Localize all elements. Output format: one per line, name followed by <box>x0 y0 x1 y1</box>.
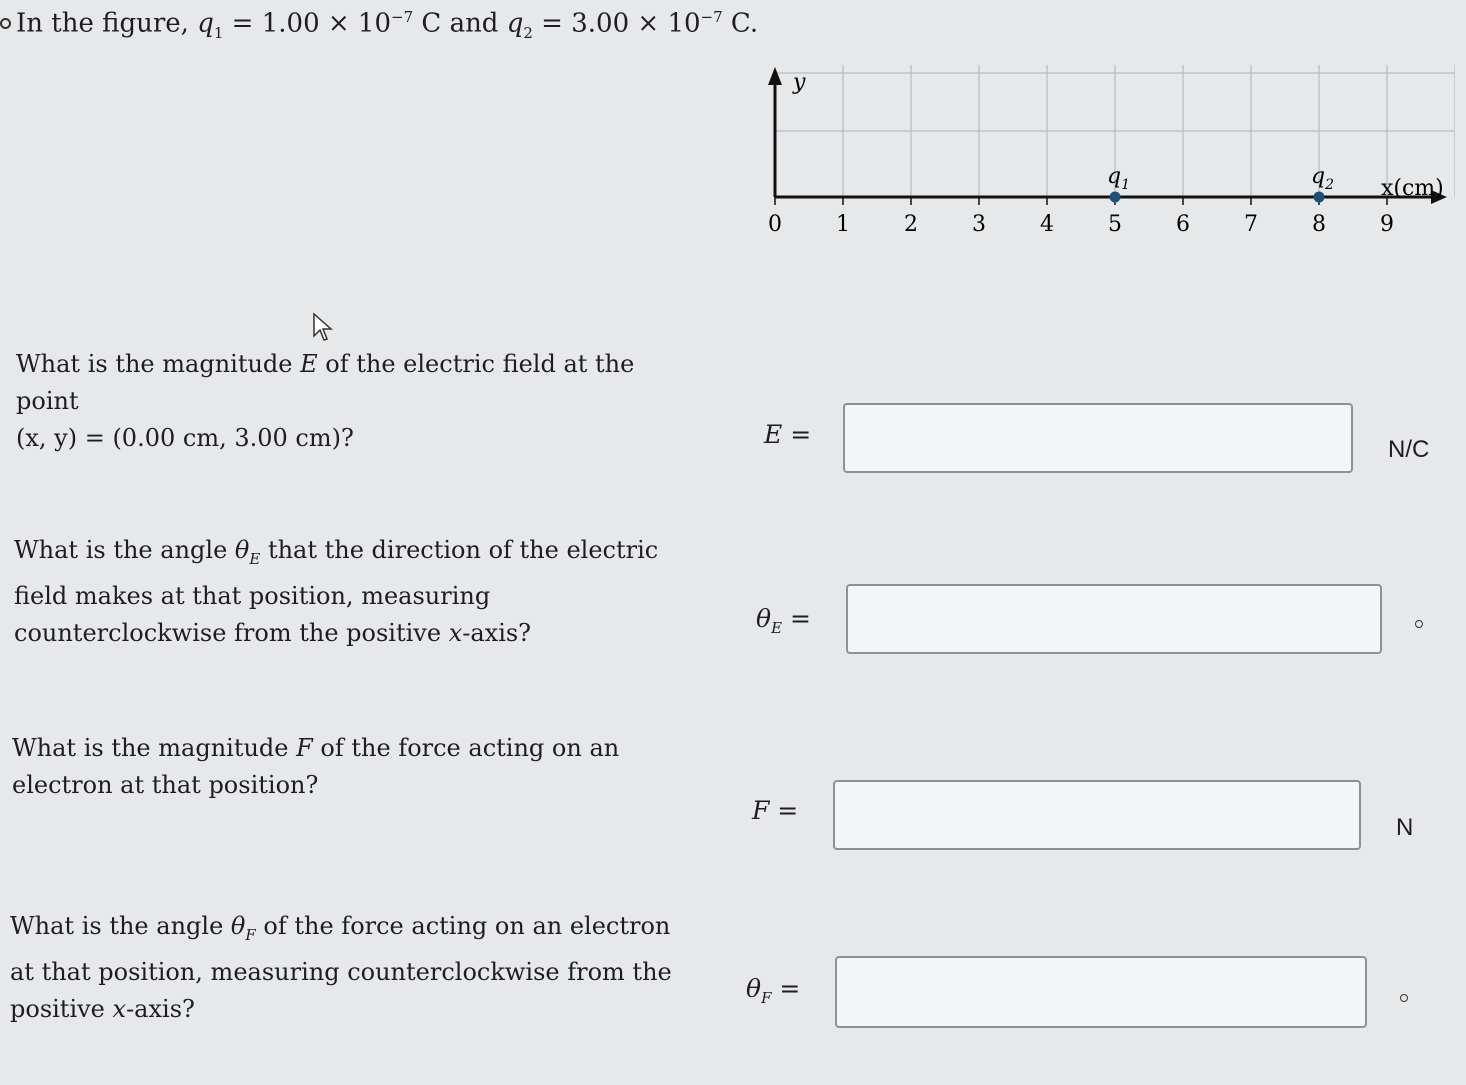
theta-e-input[interactable] <box>846 584 1382 654</box>
e-unit: N/C <box>1388 436 1430 463</box>
question-4: What is the angle $\theta_F$ of the force acting on an electron at that position, measuring counterclockwise from the positive x-axis? <box>10 912 672 1023</box>
charge-dot <box>1314 192 1325 203</box>
theta-f-unit <box>1400 994 1408 1002</box>
f-unit: N <box>1396 814 1414 841</box>
tick-label: 2 <box>904 212 918 237</box>
y-axis-arrow-icon <box>768 67 782 85</box>
charge-label: $q_1$ <box>1107 164 1131 193</box>
bullet-icon <box>0 18 11 29</box>
theta-e-label: $\theta_E$ = <box>756 604 811 637</box>
tick-label: 6 <box>1176 212 1190 237</box>
x-axis-ticks <box>768 197 1394 237</box>
tick-label: 0 <box>768 212 782 237</box>
charge-label-sub: 2 <box>1325 177 1335 193</box>
charge-dot <box>1110 192 1121 203</box>
problem-statement: In the figure, $q_1 = 1.00 \times 10^{-7}$ C and $q_2 = 3.00 \times 10^{-7}$ C. <box>16 8 759 42</box>
tick-label: 7 <box>1244 212 1258 237</box>
e-label: E = <box>764 420 812 449</box>
tick-label: 5 <box>1108 212 1122 237</box>
charge-label: $q_2$ <box>1311 164 1335 193</box>
mouse-pointer-icon <box>312 312 336 344</box>
tick-label: 8 <box>1312 212 1326 237</box>
theta-f-label: $\theta_F$ = <box>746 974 801 1007</box>
y-axis-label: y <box>793 70 806 95</box>
question-3: What is the magnitude F of the force acting on an electron at that position? <box>12 734 620 799</box>
f-input[interactable] <box>833 780 1361 850</box>
theta-f-input[interactable] <box>835 956 1367 1028</box>
charge-label-sub: 1 <box>1121 177 1131 193</box>
tick-label: 4 <box>1040 212 1054 237</box>
question-2: What is the angle $\theta_E$ that the direction of the electric field makes at that position, measuring counterclockwise from the positive x-axis? <box>14 536 659 647</box>
e-input[interactable] <box>843 403 1353 473</box>
f-label: F = <box>752 796 799 825</box>
x-axis-label: x(cm) <box>1381 176 1444 201</box>
tick-label: 1 <box>836 212 850 237</box>
charge-axis-figure <box>755 55 1455 255</box>
tick-label: 3 <box>972 212 986 237</box>
question-1: What is the magnitude E of the electric field at the point (x, y) = (0.00 cm, 3.00 cm)? <box>16 350 635 452</box>
tick-label: 9 <box>1380 212 1394 237</box>
theta-e-unit <box>1415 620 1423 628</box>
